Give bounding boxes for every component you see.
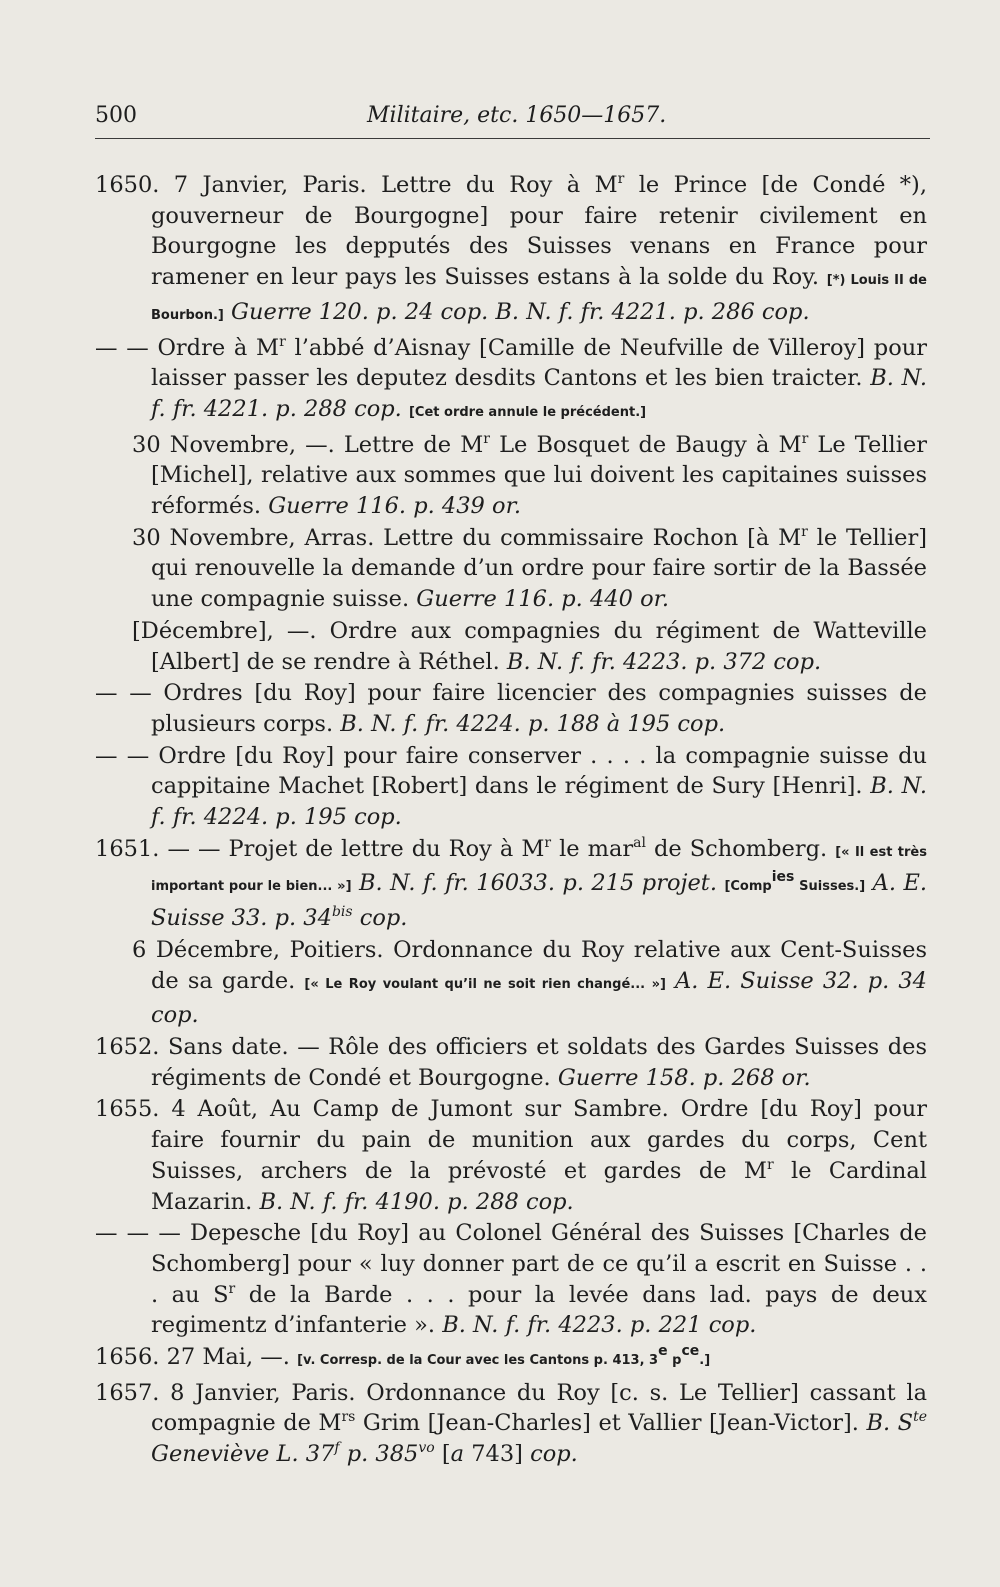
header-rule [95,138,930,139]
entry-5: [Décembre], —. Ordre aux compagnies du régiment de Watteville [Albert] de se rendre à Réthel. B. N. f. fr. 4223. p. 372 cop. [132,617,927,675]
running-title: Militaire, etc. 1650—1657. [367,103,667,128]
entry-11: 1655. 4 Août, Au Camp de Jumont sur Sambre. Ordre [du Roy] pour faire fournir du pain de munition aux gardes du corps, Cent Suisses, archers de la prévosté et gardes de $M^r$ le Cardinal Mazarin. B. N. f. fr. 4190. p. 288 cop. [95,1096,927,1215]
entry-3: 30 Novembre, —. Lettre de $M^r$ Le Bosquet de Baugy à $M^r$ Le Tellier [Michel], relative aux sommes que lui doivent les capitaines suisses réformés. Guerre 116. p. 439 or. [132,430,928,520]
entry-1: 1650. 7 Janvier, Paris. Lettre du Roy à $M^r$ le Prince [de Condé *), gouverneur de Bourgogne] pour faire retenir civilement en Bourgogne les depputés des Suisses venans en France pour ramener en leur pays les Suisses estans à la solde du Roy. [*) Louis II de Bourbon.] Guerre 120. p. 24 cop. B. N. f. fr. 4221. p. 286 cop. [95,171,928,325]
page-number: 500 [95,103,137,128]
entry-13: 1656. 27 Mai, —. [v. Corresp. de la Cour avec les Cantons p. 413, 3e $p^{ce}$.] [95,1343,711,1371]
entry-10: 1652. Sans date. — Rôle des officiers et soldats des Gardes Suisses des régiments de Condé et Bourgogne. Guerre 158. p. 268 or. [95,1033,927,1091]
entry-12: — — — Depesche [du Roy] au Colonel Général des Suisses [Charles de Schomberg] pour « luy donner part de ce qu’il a escrit en Suisse . . . au $S^r$ de la Barde . . . pour la levée dans lad. pays de deux regimentz d’infanterie ». B. N. f. fr. 4223. p. 221 cop. [95,1220,927,1339]
entry-4: 30 Novembre, Arras. Lettre du commissaire Rochon [à $M^r$ le Tellier] qui renouvelle la demande d’un ordre pour faire sortir de la Bassée une compagnie suisse. Guerre 116. p. 440 or. [132,523,927,613]
entry-8: 1651. — — Projet de lettre du Roy à $M^r$ le mar$^{al}$ de Schomberg. [« Il est très important pour le bien... »] B. N. f. fr. 16033. p. 215 projet. [Comp$^{ies}$ Suisses.] A. E. Suisse 33. p. $34^{bis}$ cop. [95,834,928,932]
page-header [95,103,925,137]
entry-14: 1657. 8 Janvier, Paris. Ordonnance du Roy [c. s. Le Tellier] cassant la compagnie de $M^{rs}$ Grim [Jean-Charles] et Vallier [Jean-Victor]. B. $S^{te}$ Geneviève L. 37$^f$ p. $385^{vo}$ [a 743] cop. [95,1379,927,1468]
entry-9: 6 Décembre, Poitiers. Ordonnance du Roy relative aux Cent-Suisses de sa garde. [« Le Roy voulant qu’il ne soit rien changé... »] A. E. Suisse 32. p. 34 cop. [132,936,927,1029]
entry-6: — — Ordres [du Roy] pour faire licencier des compagnies suisses de plusieurs corps. B. N. f. fr. 4224. p. 188 à 195 cop. [95,680,927,737]
entry-2: — — Ordre à $M^r$ l’abbé d’Aisnay [Camille de Neufville de Villeroy] pour laisser passer les deputez desdits Cantons et les bien traicter. B. N. f. fr. 4221. p. 288 cop. [Cet ordre annule le précédent.] [95,333,927,422]
entry-list [95,170,927,1471]
entry-7: — — Ordre [du Roy] pour faire conserver . . . . la compagnie suisse du cappitaine Machet [Robert] dans le régiment de Sury [Henri]. B. N. f. fr. 4224. p. 195 cop. [95,742,927,831]
